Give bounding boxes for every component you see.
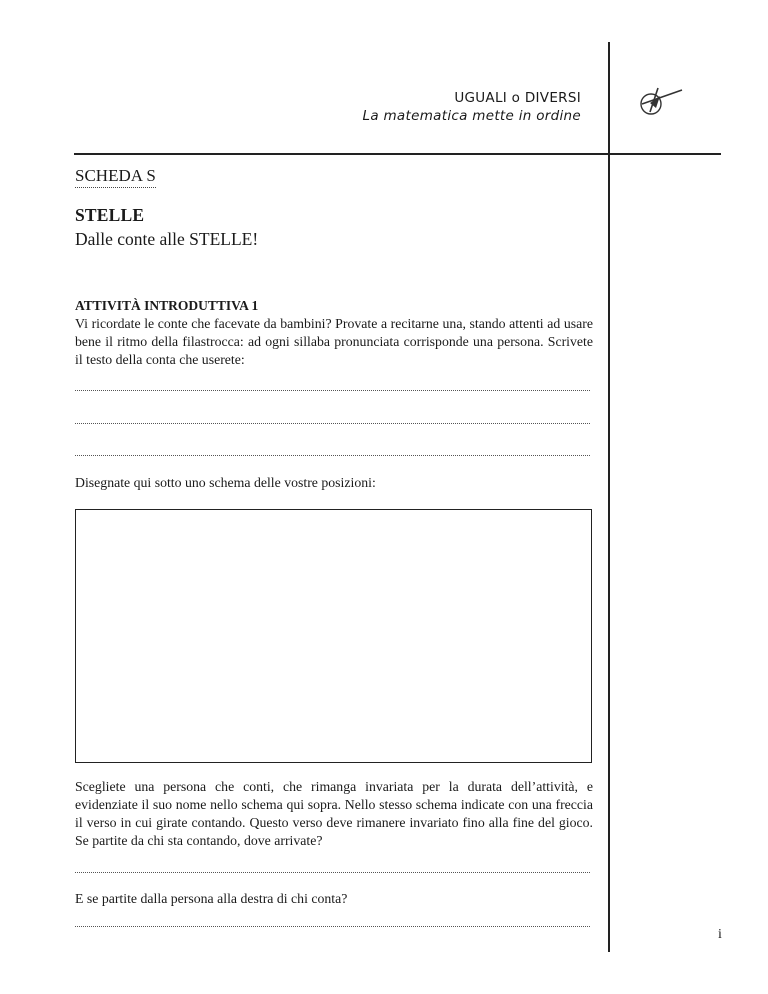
header-separator-rule — [74, 153, 721, 155]
answer-line-4[interactable] — [75, 872, 590, 873]
answer-line-5[interactable] — [75, 926, 590, 927]
draw-prompt: Disegnate qui sotto uno schema delle vostre posizioni: — [75, 475, 376, 490]
activity-intro: Vi ricordate le conte che facevate da bambini? Provate a recitarne una, stando attenti ad usare bene il ritmo della filastrocca: ad ogni sillaba pronunciata corrisponde una persona. Scrivete il testo della conta che userete: — [75, 316, 593, 367]
sheet-title: STELLE — [75, 205, 145, 225]
header-title: UGUALI o DIVERSI — [454, 90, 581, 106]
compass-logo-icon — [636, 82, 684, 122]
drawing-box[interactable] — [75, 509, 592, 763]
answer-line-3[interactable] — [75, 455, 590, 456]
sheet-subtitle: Dalle conte alle STELLE! — [75, 229, 259, 249]
question-2: E se partite dalla persona alla destra di chi conta? — [75, 891, 348, 906]
page-number: i — [718, 927, 722, 942]
sheet-label: SCHEDA S — [75, 165, 156, 188]
header-subtitle: La matematica mette in ordine — [362, 108, 581, 124]
answer-line-2[interactable] — [75, 423, 590, 424]
activity-instructions: Scegliete una persona che conti, che rimanga invariata per la durata dell’attività, e evidenziate il suo nome nello schema qui sopra. Nello stesso schema indicate con una freccia il verso in cui girate contando. Questo verso deve rimanere invariato fino alla fine del gioco. Se partite da chi sta contando, dove arrivate? — [75, 779, 593, 848]
vertical-margin-rule — [608, 42, 610, 952]
answer-line-1[interactable] — [75, 390, 590, 391]
activity-heading: ATTIVITÀ INTRODUTTIVA 1 — [75, 298, 259, 313]
